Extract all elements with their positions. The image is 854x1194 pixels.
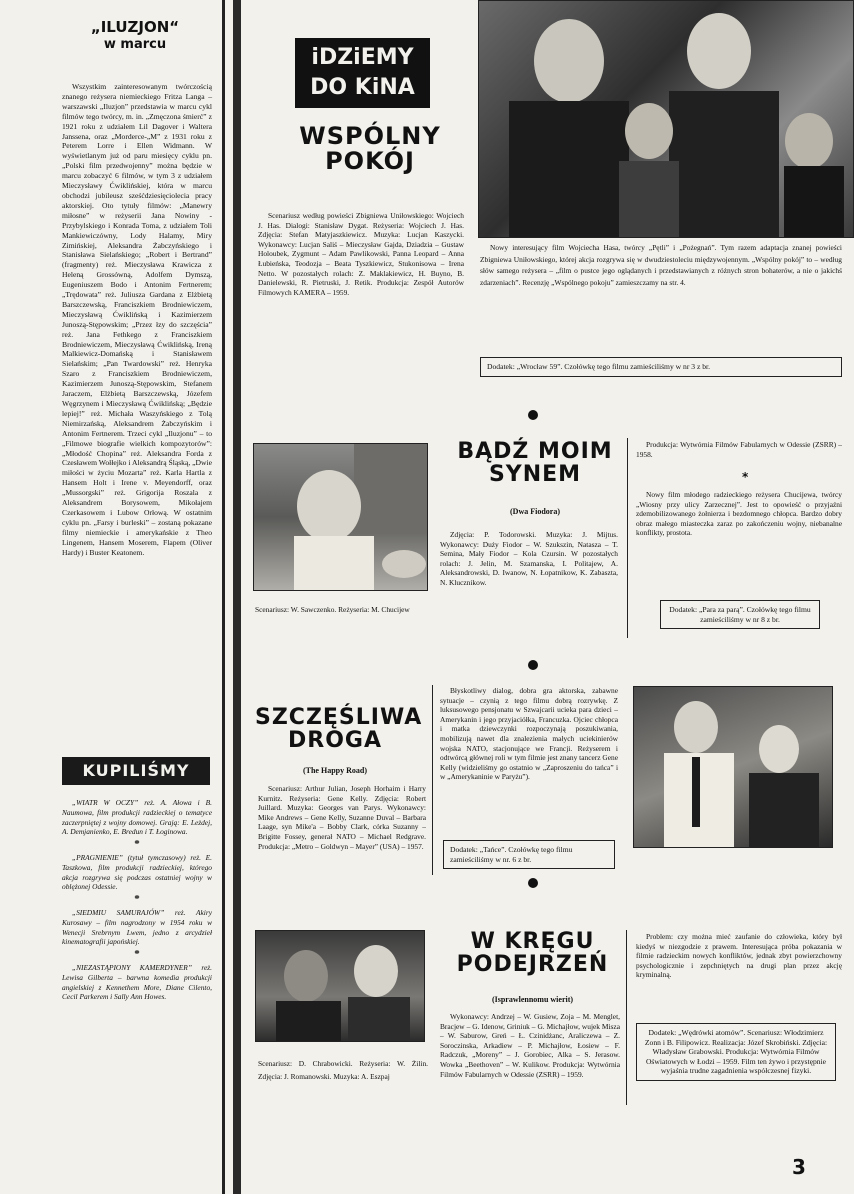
film3-addon-text: Dodatek: „Tańce”. Czołówkę tego filmu zamieściliśmy w nr. 6 z br.	[450, 845, 573, 864]
kupilismy-header	[62, 757, 210, 785]
film2-title	[445, 440, 625, 486]
film4-rule	[626, 930, 627, 1105]
film2-production-text: Produkcja: Wytwórnia Filmów Fabularnych w Odessie (ZSRR) – 1958.	[636, 440, 842, 459]
film3-title-line1: SZCZĘŚLIWA	[255, 705, 423, 730]
film1-credits-text: Scenariusz według powieści Zbigniewa Uniłowskiego: Wojciech J. Has. Dialogi: Stanisław Dygat. Reżyseria: Wojciech J. Has. Zdjęcia: Stefan Matyjaszkiewicz. Muzyka: Lucjan Kaszycki. Wykonawcy: Lucjan Saliś – Mieczysław Gajda, Dziadzia – Gustaw Holoubek, Zygmunt – Adam Pawlikowski, Panna Leopard – Anna Łubieńska, Teodozja – Beata Tyszkiewicz, Stukonisowa – Irena Netto. W pozostałych rolach: Z. Maklakiewicz, H. Buyno, B. Danielewski, R. Pietruski, J. Retik. Produkcja: Zespół Autorów Filmowych KAMERA – 1959.	[258, 211, 464, 297]
film1-still-photo	[478, 0, 854, 238]
separator-star: *	[742, 470, 749, 484]
film2-description-text: Nowy film młodego radzieckiego reżysera Chucijewa, twórcy „Wiosny przy ulicy Zarzecznej”. Jest to opowieść o przyjaźni zdemobilizowanego żołnierza i bezdomnego chłopca. Bardzo dobry obraz małego miasteczka zaraz po zakończeniu wojny, niebanalne konflikty, prostota.	[636, 490, 842, 538]
film2-still-image	[254, 444, 428, 591]
film2-production	[636, 440, 842, 459]
film2-credits-text: Zdjęcia: P. Todorowski. Muzyka: J. Mijtus. Wykonawcy: Duży Fiodor – W. Szukszin, Natasza – T. Semina, Mały Fiodor – Kola Czursin. W pozostałych rolach: J. Jelin, M. Szamanska, I. Politajew, A. Aleksandrowski, D. Iwanow, N. Łopatnikow, K. Zabaszta, N. Klucznikow.	[440, 530, 618, 587]
film3-description-text: Błyskotliwy dialog, dobra gra aktorska, zabawne sytuacje – czynią z tego filmu dobrą rozrywkę. Z luksusowego pensjonatu w Szwajcarii ucieka para dzieci – Amerykanin i jego przyjaciółka, Francuzka. Ojciec chłopca i matka dziewczynki rozpoczynają poszukiwania, mobilizują nawet dla znalezienia małych uciekinierów wojska NATO, stacjonujące we Francji. Reżyserem i odtwórcą głównej roli w tym filmie jest znany tancerz Gene Kelly (widzieliśmy go ostatnio w „Zaproszeniu do tańca” i w „Amerykaninie w Paryżu”).	[440, 686, 618, 782]
section-bullet	[528, 660, 538, 670]
film3-addon-box	[443, 840, 615, 869]
film3-rule	[432, 685, 433, 875]
iluzjon-article	[62, 82, 212, 558]
film4-credits	[440, 1012, 620, 1079]
film2-description	[636, 490, 842, 538]
film4-still-photo	[255, 930, 425, 1042]
kupilismy-list	[62, 798, 212, 1002]
film4-credits-text: Wykonawcy: Andrzej – W. Gusiew, Zoja – M. Menglet, Bracjew – G. Idenow, Griniuk – G. Michajłow, wujek Misza – W. Saburow, Greń – Ł. Czinidżanc, Araliczewa – Z. Soroczinska, Arkadiew – P. Michajłow, Łosiew – F. Radczuk, „Moreny” – J. Gorobiec, Alka – S. Jerasow. Wowka „Beethoven” – W. Kulikow. Produkcja: Wytwórnia Filmów Fabularnych w Odessie (ZSRR) – 1959.	[440, 1012, 620, 1079]
film1-addon-box	[480, 357, 842, 377]
column-divider	[222, 0, 225, 1194]
film2-still-photo	[253, 443, 428, 591]
film4-title-line2: PODEJRZEŃ	[456, 952, 609, 978]
film1-still-image	[479, 1, 854, 238]
film3-title-line2: DROGA	[288, 728, 382, 754]
film2-left-credits	[255, 605, 425, 615]
film2-rule	[627, 438, 628, 638]
film2-subtitle: (Dwa Fiodora)	[510, 507, 560, 516]
iluzjon-title-line1: „ILUZJON“	[90, 18, 180, 36]
kupilismy-item-1: „WIATR W OCZY” reż. A. Ałowa i B. Naumowa, film produkcji radzieckiej o tematyce zaczerpniętej z wojny domowej. Grają: E. Leżdej, A. Demjanienko, E. Bredun i T. Łoginowa.	[62, 798, 212, 837]
film4-title	[440, 930, 625, 976]
kupilismy-item-4: „NIEZASTĄPIONY KAMERDYNER” reż. Lewisa Gilberta – barwna komedia produkcji angielskiej z Kennethem More, Diane Cilento, Cecil Parkerem i Sally Ann Howes.	[62, 962, 212, 1002]
logo-line2: DO KiNA	[310, 75, 415, 100]
film2-title-line1: BĄDŹ MOIM	[457, 439, 613, 464]
film4-description-text: Problem: czy można mieć zaufanie do człowieka, który był kiedyś w niezgodzie z prawem. Interesująca próba pokazania w filmie radzieckim nowych konfliktów, jednak zbyt powierzchowny psychologicznie i zepchniętych na drugi plan przez akcję kryminalną.	[636, 932, 842, 980]
film1-title-line2: POKÓJ	[325, 147, 415, 176]
film4-addon-box	[636, 1023, 836, 1081]
film2-addon-box	[660, 600, 820, 629]
separator-star: *	[134, 948, 140, 961]
kupilismy-title: KUPILIŚMY	[82, 761, 190, 780]
film1-description-text: Nowy interesujący film Wojciecha Hasa, twórcy „Pętli” i „Pożegnań”. Tym razem adaptacja znanej powieści Zbigniewa Uniłowskiego, której akcja rozgrywa się w dwudziestoleciu międzywojennym. „Wspólny pokój” to – według słów samego reżysera – „film o pustce jego oglądanych i przedstawianych z różnych stron bohaterów, a nie o jakichś zdarzeniach”. Recenzję „Wspólnego pokoju” zamieszczamy na str. 4.	[480, 243, 842, 287]
idziemy-do-kina-logo	[295, 38, 430, 108]
film3-still-photo	[633, 686, 833, 848]
kupilismy-item-3: „SIEDMIU SAMURAJÓW” reż. Akiry Kurosawy – film nagrodzony w 1954 roku w Wenecji Srebrnym Lwem, jedno z arcydzieł kinematografii japońskiej.	[62, 907, 212, 947]
section-bullet	[528, 410, 538, 420]
page-number: 3	[792, 1155, 806, 1179]
film3-credits	[258, 784, 426, 851]
film4-description	[636, 932, 842, 980]
film4-title-line1: W KRĘGU	[470, 929, 595, 954]
logo-line1: iDZiEMY	[311, 45, 414, 70]
film1-title-line1: WSPÓLNY	[299, 122, 441, 150]
separator-star: *	[134, 893, 140, 906]
film1-description	[480, 242, 842, 288]
film4-left-credits-text: Scenariusz: D. Chrabowicki. Reżyseria: W. Żilin. Zdjęcia: J. Romanowski. Muzyka: A. Eszpaj	[258, 1059, 428, 1081]
film1-addon-text: Dodatek: „Wrocław 59”. Czołówkę tego filmu zamieściliśmy w nr 3 z br.	[487, 362, 711, 371]
film4-subtitle: (Isprawlennomu wierit)	[491, 995, 574, 1004]
film4-still-image	[256, 931, 425, 1042]
iluzjon-title-line2: w marcu	[103, 37, 167, 52]
separator-star: *	[134, 838, 140, 851]
film2-left-credits-text: Scenariusz: W. Sawczenko. Reżyseria: M. Chucijew	[255, 605, 410, 614]
film1-title	[270, 124, 470, 174]
film3-credits-text: Scenariusz: Arthur Julian, Joseph Horhaim i Harry Kurnitz. Reżyseria: Gene Kelly. Zdjęcia: Robert Juillard. Muzyka: Georges van Parys. Wykonawcy: Mike Andrews – Gene Kelly, Suzanne Duval – Barbara Laage, syn Mike'a – Bobby Clark, córka Suzanny – Brigitte Fossey, generał NATO – Michael Redgrave. Produkcja: „Metro – Goldwyn – Mayer” (USA) – 1957.	[258, 784, 426, 851]
film4-left-credits	[258, 1057, 428, 1083]
film2-addon-text: Dodatek: „Para za parą”. Czołówkę tego filmu zamieściliśmy w nr 8 z br.	[669, 605, 811, 624]
iluzjon-body: Wszystkim zainteresowanym twórczością znanego reżysera niemieckiego Fritza Langa – warszawski „Iluzjon” przedstawia w marcu cykl filmów tego twórcy, m. in. „Zmęczona śmierć” z 1921 roku z udziałem Lil Dagover i Waltera Janssena, oraz „Morderce-„M” z 1931 roku z Peterem Lorre i Ellen Widmann. W wyświetlanym już od paru miesięcy cyklu pn. „Polski film przedwojenny” można będzie w marcu zobaczyć 6 filmów, w tym 3 z udziałem Mieczysławy Ćwiklińskiej, która w marcu obchodzi jubileusz sześćdziesięciolecia pracy aktorskiej. Oto tytuły filmów: „Manewry miłosne” w reżyserii Jana Nowiny - Przybylskiego i Konrada Toma, z udziałem Toli Mankiewiczówny, Lody Halamy, Miry Zimińskiej, Aleksandra Żabczyńskiego i Stanisława Sielańskiego; „Robert i Bertrand” (fragmenty) reż. Mieczysława Krawicza z Heleną Grossówną, Adolfem Dymszą, Eugeniuszem Bodo i Antonim Fertnerem; „Trędowata” reż. Juliusza Gardana z Elżbietą Barszczewską, Franciszkiem Brodniewiczem, Mieczysławą Ćwiklińską i Kazimierzem Junoszą-Stępowskim; „Przez łzy do szczęścia” reż. Jana Fethkego z Franciszkiem Brodniewiczem, Mieczysławą Ćwiklińską, Ireną Malkiewicz-Domańską i Stanisławem Sielańskim; „Pan Twardowski” reż. Henryka Szaro z Franciszkiem Brodniewiczem, Kazimierzem Junoszą-Stępowskim, Stefanem Jaraczem, Elżbietą Barszczewską, Józefem Węgrzynem i Mieczysławą Ćwiklińską; „Będzie lepiej!” reż. Michała Waszyńskiego z Tolą Niemirzańską, Aleksandrem Żabczyńskim i Antonim Fertnerem. Trzeci cykl „Iluzjonu” – to „Filmowe biografie wielkich kompozytorów”: „Młodość Chopina” reż. Aleksandra Forda z Czesławem Wołłejko i Aleksandrą Śląską, „Dwie miłości w życiu Mozarta” reż. Karla Hartla z Hansem Holt i Irene v. Meyendorff, oraz „Mussorgski” reż. Grigorija Roszala z Aleksandrem Borysowem, Mikołajem Czerkasowem i Lubow Orłową. W ostatnim cyklu pn. „Farsy i burleski” – zostaną pokazane filmy niemieckie i amerykańskie z Theo Lingenem, Hansem Moserem, Flapem (Oliver Hardy) i Buster Keatonem.	[62, 82, 212, 557]
film3-description	[440, 686, 618, 782]
film3-title	[255, 705, 423, 754]
film1-credits	[258, 211, 464, 297]
kupilismy-item-2: „PRAGNIENIE” (tytuł tymczasowy) reż. E. Taszkowa, film produkcji radzieckiej, którego akcja rozgrywa się podczas ostatniej wojny w oblężonej Odessie.	[62, 852, 212, 892]
iluzjon-title	[60, 18, 210, 54]
film2-credits	[440, 530, 618, 588]
film3-subtitle: (The Happy Road)	[302, 766, 367, 775]
column-divider-thick	[233, 0, 241, 1194]
section-bullet	[528, 878, 538, 888]
film2-title-line2: SYNEM	[488, 462, 582, 488]
film3-still-image	[634, 687, 833, 848]
film4-addon-text: Dodatek: „Wędrówki atomów”. Scenariusz: Włodzimierz Zonn i B. Filipowicz. Realizacja: Józef Skrobiński. Zdjęcia: Władysław Grabowski. Produkcja: Wytwórnia Filmów Oświatowych w Łodzi – 1959. Film ten żywo i przystępnie wyjaśnia trudne zagadnienia współczesnej fizyki.	[644, 1028, 828, 1076]
